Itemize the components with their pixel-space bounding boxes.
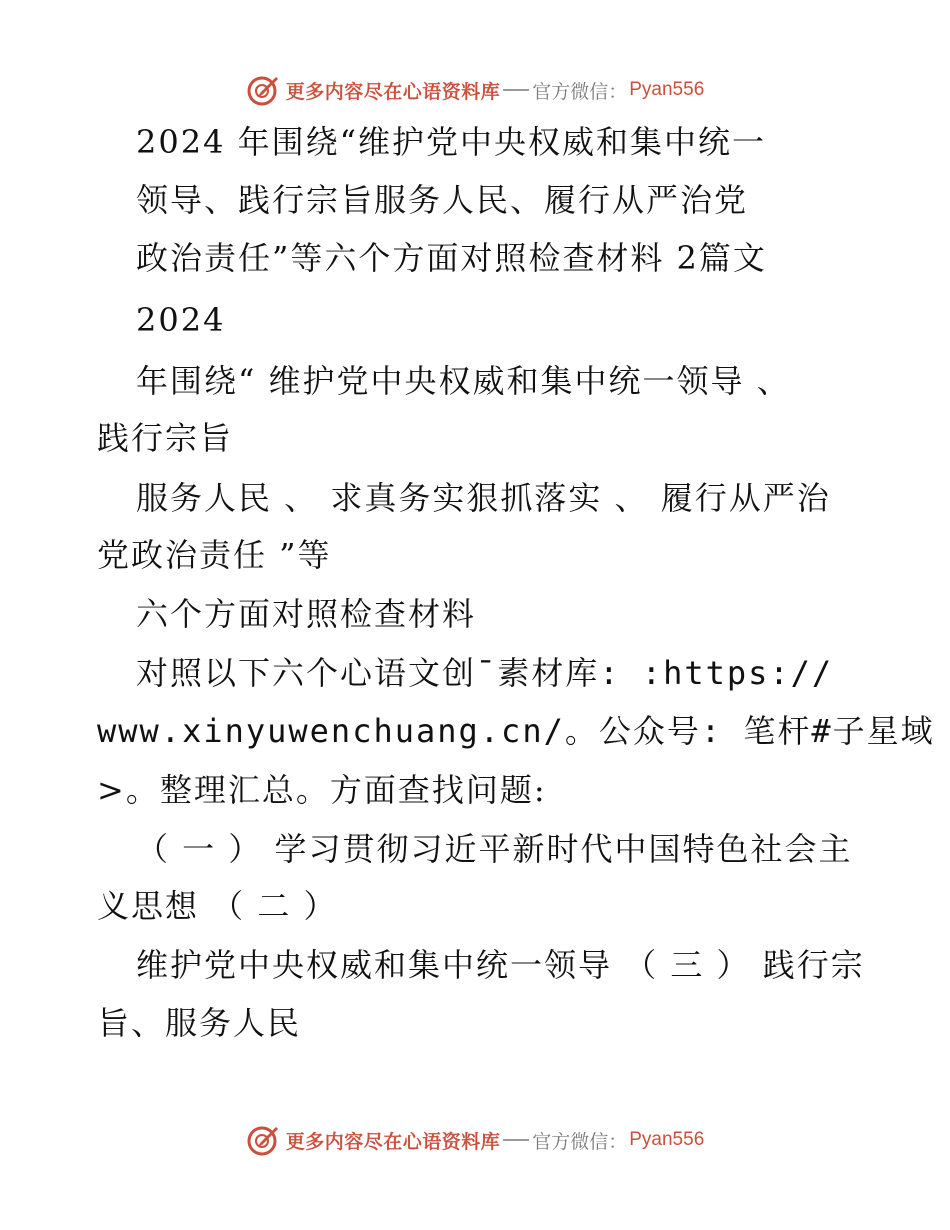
footer-banner-content [246, 1123, 705, 1157]
footer-banner-wechat-label: 官方微信： [532, 1130, 628, 1153]
footer-banner-title: 更多内容尽在心语资料库 [285, 1130, 501, 1153]
footer-banner-wechat-id: Pyan556 [629, 1129, 705, 1150]
body-line-15: 维护党中央权威和集中统一领导 （ 三 ） 践行宗 [136, 946, 865, 984]
body-line-16: 旨、服务人民 [97, 1004, 302, 1042]
body-line-6: 践行宗旨 [97, 419, 234, 457]
body-line-12: >。整理汇总。方面查找问题: [97, 771, 547, 809]
body-line-1: 2024 年围绕“维护党中央权威和集中统一 [136, 123, 766, 161]
body-line-4: 2024 [136, 301, 226, 339]
header-banner-dash [503, 89, 529, 91]
body-line-9: 六个方面对照检查材料 [136, 595, 477, 633]
body-line-14: 义思想 （ 二 ） [97, 887, 338, 925]
header-banner-title: 更多内容尽在心语资料库 [285, 80, 501, 103]
body-line-11: www.xinyuwenchuang.cn/。公众号: 笔杆#子星域 [97, 712, 935, 750]
body-line-2: 领导、践行宗旨服务人民、履行从严治党 [136, 181, 749, 219]
body-line-13: （ 一 ） 学习贯彻习近平新时代中国特色社会主 [136, 830, 853, 868]
footer-banner [0, 1120, 950, 1160]
footer-banner-dash [503, 1139, 529, 1141]
body-line-3: 政治责任”等六个方面对照检查材料 2篇文 [136, 239, 767, 277]
body-line-7: 服务人民 、 求真务实狠抓落实 、 履行从严治 [136, 479, 831, 517]
header-banner [0, 70, 950, 110]
header-banner-wechat-id: Pyan556 [629, 79, 705, 100]
body-line-8: 党政治责任 ”等 [97, 536, 332, 574]
body-line-5: 年围绕“ 维护党中央权威和集中统一领导 、 [136, 362, 791, 400]
header-banner-content [246, 73, 705, 107]
pen-logo-icon [246, 1123, 280, 1157]
body-line-10: 对照以下六个心语文创¯素材库: :https:// [136, 654, 834, 692]
pen-logo-icon [246, 73, 280, 107]
header-banner-wechat-label: 官方微信： [532, 80, 628, 103]
